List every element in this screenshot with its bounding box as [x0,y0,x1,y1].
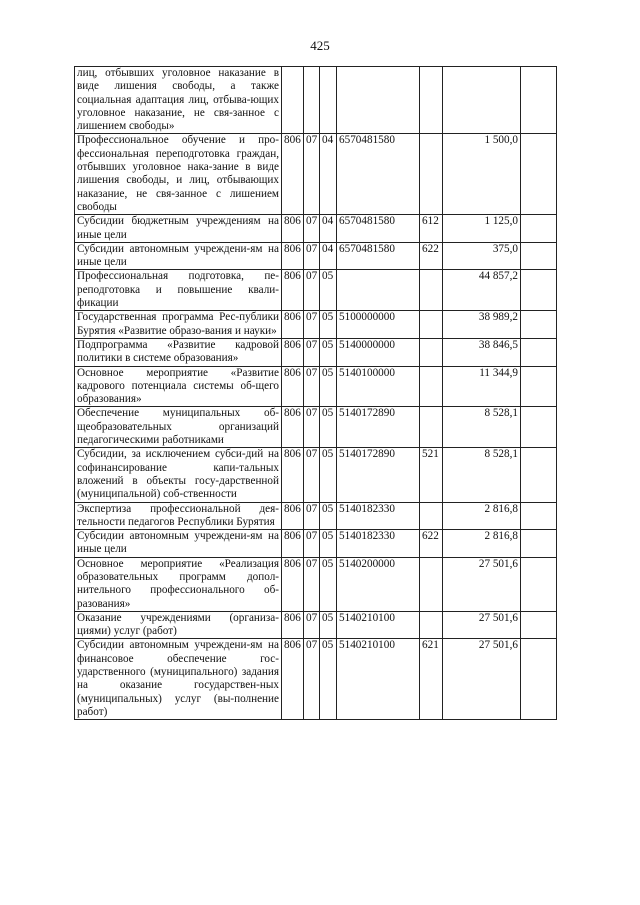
expense-type [420,67,443,134]
table-row [75,530,557,558]
amount: 27 501,6 [443,639,521,720]
table-row [75,639,557,720]
table-row [75,366,557,407]
subsection-code: 05 [320,366,337,407]
empty-cell [521,338,557,366]
empty-cell [521,557,557,611]
subsection-code: 05 [320,311,337,339]
section-code: 07 [304,366,320,407]
empty-cell [521,639,557,720]
section-code: 07 [304,311,320,339]
expense-type: 622 [420,242,443,270]
amount: 38 989,2 [443,311,521,339]
subsection-code [320,67,337,134]
section-code: 07 [304,134,320,215]
section-code: 07 [304,557,320,611]
amount: 38 846,5 [443,338,521,366]
amount: 11 344,9 [443,366,521,407]
section-code: 07 [304,215,320,243]
row-name: Подпрограмма «Развитие кадровой политики в системе образования» [75,338,282,366]
page-number: 425 [310,38,330,53]
row-name: Основное мероприятие «Реализация образовательных программ допол-нительного профессионального об-разования» [75,557,282,611]
expense-type [420,270,443,311]
subsection-code: 04 [320,242,337,270]
empty-cell [521,530,557,558]
row-name: Субсидии бюджетным учреждениям на иные цели [75,215,282,243]
section-code: 07 [304,407,320,448]
table-row [75,134,557,215]
table-row [75,611,557,639]
target-article: 5140210100 [337,611,420,639]
amount: 8 528,1 [443,448,521,502]
amount: 1 500,0 [443,134,521,215]
amount: 2 816,8 [443,530,521,558]
ministry-code: 806 [282,366,304,407]
budget-table [74,66,557,720]
ministry-code: 806 [282,502,304,530]
subsection-code: 05 [320,270,337,311]
ministry-code: 806 [282,611,304,639]
ministry-code: 806 [282,407,304,448]
target-article: 6570481580 [337,242,420,270]
amount: 27 501,6 [443,557,521,611]
empty-cell [521,270,557,311]
amount: 27 501,6 [443,611,521,639]
table-row [75,270,557,311]
empty-cell [521,134,557,215]
ministry-code: 806 [282,557,304,611]
ministry-code: 806 [282,270,304,311]
subsection-code: 05 [320,448,337,502]
empty-cell [521,611,557,639]
amount: 375,0 [443,242,521,270]
section-code: 07 [304,242,320,270]
expense-type: 612 [420,215,443,243]
table-row [75,311,557,339]
row-name: Профессиональная подготовка, пе-реподготовка и повышение квали-фикации [75,270,282,311]
expense-type [420,502,443,530]
expense-type [420,407,443,448]
amount: 44 857,2 [443,270,521,311]
subsection-code: 05 [320,338,337,366]
table-row [75,67,557,134]
row-name: Основное мероприятие «Развитие кадрового потенциала системы об-щего образования» [75,366,282,407]
ministry-code: 806 [282,215,304,243]
section-code [304,67,320,134]
section-code: 07 [304,270,320,311]
subsection-code: 04 [320,134,337,215]
row-name: Обеспечение муниципальных об-щеобразовательных организаций педагогическими работниками [75,407,282,448]
table-row [75,502,557,530]
table-row [75,448,557,502]
target-article: 5140210100 [337,639,420,720]
empty-cell [521,67,557,134]
row-name: Оказание учреждениями (организа-циями) услуг (работ) [75,611,282,639]
target-article: 5140172890 [337,448,420,502]
ministry-code: 806 [282,639,304,720]
empty-cell [521,448,557,502]
subsection-code: 05 [320,407,337,448]
amount: 2 816,8 [443,502,521,530]
ministry-code [282,67,304,134]
row-name: Профессиональное обучение и про-фессиональная переподготовка граждан, отбывших уголовное нака-зание в виде лишения свободы, и лиц, отбывающих наказание, не свя-занное с лишением свободы [75,134,282,215]
subsection-code: 04 [320,215,337,243]
empty-cell [521,242,557,270]
expense-type [420,611,443,639]
expense-type [420,366,443,407]
ministry-code: 806 [282,242,304,270]
target-article: 5140182330 [337,502,420,530]
subsection-code: 05 [320,639,337,720]
row-name: Субсидии автономным учреждени-ям на иные цели [75,242,282,270]
empty-cell [521,311,557,339]
table-row [75,557,557,611]
expense-type [420,338,443,366]
empty-cell [521,366,557,407]
empty-cell [521,502,557,530]
empty-cell [521,215,557,243]
expense-type [420,134,443,215]
subsection-code: 05 [320,530,337,558]
table-row [75,338,557,366]
subsection-code: 05 [320,611,337,639]
section-code: 07 [304,639,320,720]
expense-type: 521 [420,448,443,502]
amount: 1 125,0 [443,215,521,243]
target-article: 5140182330 [337,530,420,558]
table-row [75,215,557,243]
target-article: 5140172890 [337,407,420,448]
table-row [75,407,557,448]
target-article: 6570481580 [337,134,420,215]
ministry-code: 806 [282,338,304,366]
target-article: 5100000000 [337,311,420,339]
empty-cell [521,407,557,448]
ministry-code: 806 [282,530,304,558]
target-article [337,270,420,311]
expense-type: 622 [420,530,443,558]
subsection-code: 05 [320,502,337,530]
target-article: 5140200000 [337,557,420,611]
section-code: 07 [304,338,320,366]
section-code: 07 [304,502,320,530]
row-name: Экспертиза профессиональной дея-тельности педагогов Республики Бурятия [75,502,282,530]
row-name: лиц, отбывших уголовное наказание в виде лишения свободы, а также социальная адаптация лиц, отбыва-ющих уголовное наказание, не свя-занное с лишением свободы» [75,67,282,134]
row-name: Государственная программа Рес-публики Бурятия «Развитие образо-вания и науки» [75,311,282,339]
ministry-code: 806 [282,448,304,502]
expense-type [420,557,443,611]
row-name: Субсидии автономным учреждени-ям на финансовое обеспечение гос-ударственного (муниципального) задания на оказание государствен-ных (муниципальных) услуг (вы-полнение работ) [75,639,282,720]
section-code: 07 [304,530,320,558]
expense-type [420,311,443,339]
target-article: 6570481580 [337,215,420,243]
target-article [337,67,420,134]
amount [443,67,521,134]
target-article: 5140000000 [337,338,420,366]
ministry-code: 806 [282,311,304,339]
expense-type: 621 [420,639,443,720]
amount: 8 528,1 [443,407,521,448]
row-name: Субсидии автономным учреждени-ям на иные цели [75,530,282,558]
ministry-code: 806 [282,134,304,215]
section-code: 07 [304,448,320,502]
row-name: Субсидии, за исключением субси-дий на софинансирование капи-тальных вложений в объекты госу-дарственной (муниципальной) соб-ственности [75,448,282,502]
subsection-code: 05 [320,557,337,611]
target-article: 5140100000 [337,366,420,407]
table-row [75,242,557,270]
section-code: 07 [304,611,320,639]
